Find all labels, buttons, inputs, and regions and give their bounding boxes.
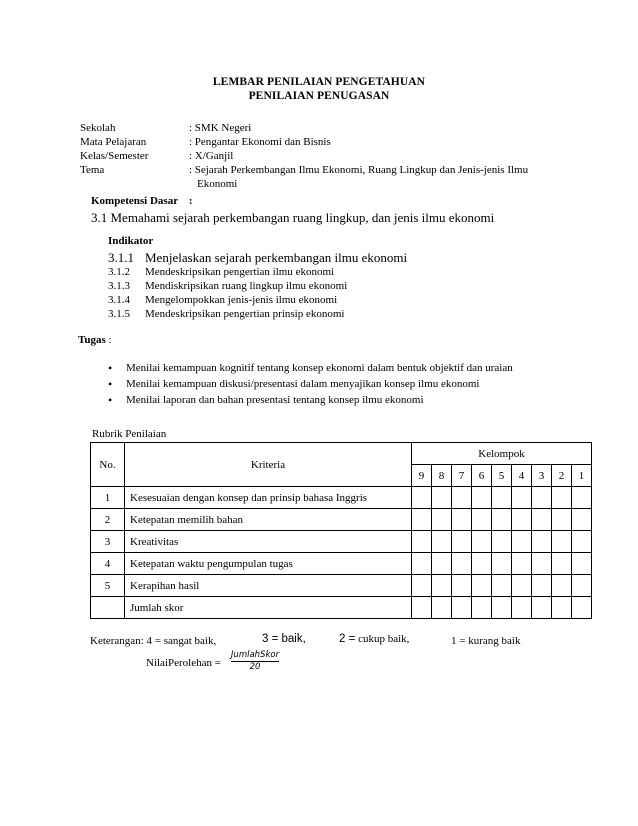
row-number: 5 <box>91 575 125 597</box>
score-cell[interactable] <box>512 575 532 597</box>
bullet-text: Menilai laporan dan bahan presentasi tentang konsep ilmu ekonomi <box>126 394 424 406</box>
kelompok-7: 7 <box>452 465 472 487</box>
score-cell[interactable] <box>532 487 552 509</box>
score-cell[interactable] <box>492 509 512 531</box>
info-label: Kelas/Semester <box>80 150 149 162</box>
score-cell[interactable] <box>492 553 512 575</box>
row-kriteria: Kreativitas <box>125 531 412 553</box>
row-kriteria: Jumlah skor <box>125 597 412 619</box>
header-no: No. <box>91 443 125 487</box>
score-cell[interactable] <box>432 531 452 553</box>
score-cell[interactable] <box>432 553 452 575</box>
score-cell[interactable] <box>412 597 432 619</box>
table-row-total <box>91 597 592 619</box>
indikator-number: 3.1.2 <box>108 266 130 278</box>
row-number: 2 <box>91 509 125 531</box>
kelompok-3: 3 <box>532 465 552 487</box>
score-cell[interactable] <box>492 575 512 597</box>
row-kriteria: Ketepatan waktu pengumpulan tugas <box>125 553 412 575</box>
score-cell[interactable] <box>452 531 472 553</box>
kompetensi-label: Kompetensi Dasar : <box>91 195 193 207</box>
score-cell[interactable] <box>492 487 512 509</box>
info-value: : SMK Negeri <box>189 122 252 134</box>
info-value: Ekonomi <box>197 178 238 190</box>
score-cell[interactable] <box>552 531 572 553</box>
keterangan-3 <box>339 633 409 645</box>
score-cell[interactable] <box>532 509 552 531</box>
score-cell[interactable] <box>512 509 532 531</box>
kelompok-5: 5 <box>492 465 512 487</box>
score-cell[interactable] <box>532 575 552 597</box>
indikator-text: Mendiskripsikan ruang lingkup ilmu ekonomi <box>145 280 348 292</box>
keterangan-3-num: 2 = <box>339 633 356 645</box>
score-cell[interactable] <box>512 553 532 575</box>
row-number: 3 <box>91 531 125 553</box>
score-cell[interactable] <box>412 531 432 553</box>
keterangan-3-text: cukup baik, <box>355 633 410 645</box>
score-cell[interactable] <box>492 531 512 553</box>
score-cell[interactable] <box>432 487 452 509</box>
table-row <box>91 553 592 575</box>
row-kriteria: Kesesuaian dengan konsep dan prinsip bahasa Inggris <box>125 487 412 509</box>
score-cell[interactable] <box>472 575 492 597</box>
row-kriteria: Kerapihan hasil <box>125 575 412 597</box>
score-cell[interactable] <box>432 509 452 531</box>
page-title: LEMBAR PENILAIAN PENGETAHUAN <box>212 76 426 88</box>
score-cell[interactable] <box>412 575 432 597</box>
score-cell[interactable] <box>552 575 572 597</box>
score-cell[interactable] <box>532 531 552 553</box>
page-subtitle: PENILAIAN PENUGASAN <box>248 90 390 102</box>
tugas-heading <box>78 334 112 346</box>
row-number: 1 <box>91 487 125 509</box>
row-number <box>91 597 125 619</box>
score-cell[interactable] <box>432 575 452 597</box>
fraction-numerator: JumlahSkor <box>230 650 280 660</box>
score-cell[interactable] <box>552 553 572 575</box>
bullet-icon: • <box>108 361 113 375</box>
score-cell[interactable] <box>512 531 532 553</box>
kelompok-8: 8 <box>432 465 452 487</box>
score-cell[interactable] <box>472 597 492 619</box>
indikator-text: Mengelompokkan jenis-jenis ilmu ekonomi <box>145 294 338 306</box>
rubrik-table <box>90 442 592 619</box>
score-cell[interactable] <box>452 575 472 597</box>
score-cell[interactable] <box>472 509 492 531</box>
kompetensi-text: 3.1 Memahami sejarah perkembangan ruang lingkup, dan jenis ilmu ekonomi <box>91 210 495 225</box>
header-kriteria: Kriteria <box>125 443 412 487</box>
tugas-label: Tugas <box>78 334 106 346</box>
indikator-number: 3.1.1 <box>108 250 134 265</box>
indikator-number: 3.1.5 <box>108 308 130 320</box>
keterangan-1: Keterangan: 4 = sangat baik, <box>90 635 217 647</box>
score-cell[interactable] <box>572 553 592 575</box>
score-cell[interactable] <box>572 575 592 597</box>
table-row <box>91 487 592 509</box>
score-cell[interactable] <box>512 597 532 619</box>
keterangan-2: 3 = baik, <box>262 633 306 645</box>
score-cell[interactable] <box>572 509 592 531</box>
table-row <box>91 531 592 553</box>
score-cell[interactable] <box>452 553 472 575</box>
indikator-number: 3.1.3 <box>108 280 130 292</box>
bullet-icon: • <box>108 377 113 391</box>
nilai-perolehan-label: NilaiPerolehan = <box>146 657 221 669</box>
info-label: Tema <box>80 164 105 176</box>
row-number: 4 <box>91 553 125 575</box>
score-cell[interactable] <box>572 597 592 619</box>
indikator-text: Mendeskripsikan pengertian prinsip ekonomi <box>145 308 345 320</box>
indikator-text: Menjelaskan sejarah perkembangan ilmu ekonomi <box>145 250 408 265</box>
score-cell[interactable] <box>412 553 432 575</box>
kelompok-6: 6 <box>472 465 492 487</box>
info-value: : X/Ganjil <box>189 150 234 162</box>
bullet-text: Menilai kemampuan kognitif tentang konsep ekonomi dalam bentuk objektif dan uraian <box>126 362 513 374</box>
table-row <box>91 575 592 597</box>
score-cell[interactable] <box>472 531 492 553</box>
kelompok-2: 2 <box>552 465 572 487</box>
keterangan-4: 1 = kurang baik <box>451 635 521 647</box>
kelompok-1: 1 <box>572 465 592 487</box>
score-cell[interactable] <box>452 487 472 509</box>
info-label: Mata Pelajaran <box>80 136 147 148</box>
score-cell[interactable] <box>452 509 472 531</box>
score-cell[interactable] <box>552 597 572 619</box>
score-cell[interactable] <box>412 487 432 509</box>
info-label: Sekolah <box>80 122 116 134</box>
table-row <box>91 509 592 531</box>
row-kriteria: Ketepatan memilih bahan <box>125 509 412 531</box>
fraction-denominator: 20 <box>249 662 261 672</box>
info-value: : Sejarah Perkembangan Ilmu Ekonomi, Ruang Lingkup dan Jenis-jenis Ilmu <box>189 164 529 176</box>
score-cell[interactable] <box>532 553 552 575</box>
score-cell[interactable] <box>472 487 492 509</box>
bullet-icon: • <box>108 393 113 407</box>
kelompok-9: 9 <box>412 465 432 487</box>
score-cell[interactable] <box>492 597 512 619</box>
score-cell[interactable] <box>512 487 532 509</box>
score-cell[interactable] <box>552 509 572 531</box>
score-cell[interactable] <box>432 597 452 619</box>
indikator-text: Mendeskripsikan pengertian ilmu ekonomi <box>145 266 335 278</box>
rubrik-title: Rubrik Penilaian <box>92 428 167 440</box>
header-kelompok: Kelompok <box>412 443 592 465</box>
score-cell[interactable] <box>412 509 432 531</box>
indikator-label: Indikator <box>108 235 154 247</box>
info-value: : Pengantar Ekonomi dan Bisnis <box>189 136 331 148</box>
score-cell[interactable] <box>552 487 572 509</box>
indikator-number: 3.1.4 <box>108 294 130 306</box>
bullet-text: Menilai kemampuan diskusi/presentasi dalam menyajikan konsep ilmu ekonomi <box>126 378 480 390</box>
score-cell[interactable] <box>472 553 492 575</box>
score-cell[interactable] <box>572 531 592 553</box>
score-cell[interactable] <box>572 487 592 509</box>
nilai-fraction <box>228 650 282 672</box>
kelompok-4: 4 <box>512 465 532 487</box>
score-cell[interactable] <box>452 597 472 619</box>
score-cell[interactable] <box>532 597 552 619</box>
tugas-colon: : <box>105 334 112 346</box>
